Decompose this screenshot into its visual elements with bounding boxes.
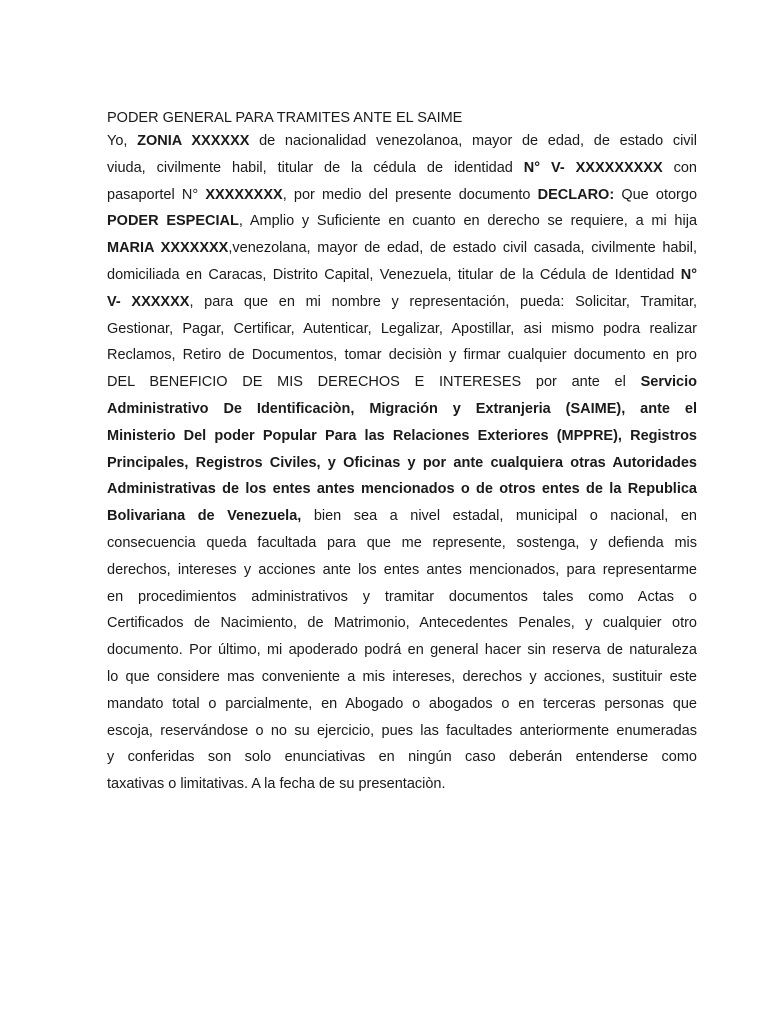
body-line — [107, 235, 697, 262]
body-line — [107, 342, 697, 369]
bold-text: Administrativas de los entes antes mencionados o de otros entes de la Republica — [107, 481, 697, 498]
body-line — [107, 208, 697, 235]
body-line — [107, 289, 697, 316]
text-run: ,venezolana, mayor de edad, de estado civil casada, civilmente habil, — [228, 240, 697, 257]
text-run: documento. Por último, mi apoderado podrá en general hacer sin reserva de naturaleza — [107, 642, 697, 659]
body-line — [107, 476, 697, 503]
text-run: en procedimientos administrativos y tramitar documentos tales como Actas o — [107, 588, 697, 605]
text-run: Yo, — [107, 133, 138, 149]
body-line — [107, 637, 697, 664]
bold-text: N° — [680, 266, 697, 283]
document-body — [107, 128, 697, 798]
body-line — [107, 155, 697, 182]
body-line — [107, 128, 697, 155]
body-line — [107, 718, 697, 745]
bold-text: DECLARO: — [537, 186, 615, 203]
text-run: mandato total o parcialmente, en Abogado o abogados o en terceras personas que — [107, 695, 697, 712]
text-run: viuda, civilmente habil, titular de la cédula de identidad — [107, 159, 524, 176]
text-run: con — [662, 159, 697, 176]
text-run: , por medio del presente documento — [282, 186, 538, 203]
body-line — [107, 396, 697, 423]
text-run: bien sea a nivel estadal, municipal o nacional, en — [301, 508, 697, 525]
bold-text: V- XXXXXX — [107, 293, 190, 310]
body-line — [107, 664, 697, 691]
body-line — [107, 369, 697, 396]
text-run: DEL BENEFICIO DE MIS DERECHOS E INTERESES por ante el — [107, 374, 641, 391]
body-line — [107, 557, 697, 584]
bold-text: Servicio — [640, 374, 697, 391]
text-run: derechos, intereses y acciones ante los entes antes mencionados, para representarme — [107, 561, 697, 578]
bold-text: Principales, Registros Civiles, y Oficinas y por ante cualquiera otras Autoridades — [107, 454, 697, 471]
body-line — [107, 744, 697, 771]
text-run: Certificados de Nacimiento, de Matrimonio, Antecedentes Penales, y cualquier otro — [107, 615, 697, 632]
body-line — [107, 262, 697, 289]
body-line — [107, 182, 697, 209]
bold-text: Administrativo De Identificaciòn, Migración y Extranjeria (SAIME), ante el — [107, 400, 697, 417]
text-run: Gestionar, Pagar, Certificar, Autenticar, Legalizar, Apostillar, asi mismo podra realizar — [107, 320, 697, 337]
text-run: Reclamos, Retiro de Documentos, tomar decisiòn y firmar cualquier documento en pro — [107, 347, 697, 364]
body-line — [107, 771, 697, 798]
bold-text: XXXXXXXX — [205, 186, 283, 203]
text-run: lo que considere mas conveniente a mis intereses, derechos y acciones, sustituir este — [107, 668, 697, 685]
bold-text: PODER ESPECIAL — [107, 213, 239, 230]
document-page — [107, 108, 697, 798]
text-run: domiciliada en Caracas, Distrito Capital, Venezuela, titular de la Cédula de Identidad — [107, 266, 681, 283]
text-run: Que otorgo — [614, 186, 698, 203]
document-title: PODER GENERAL PARA TRAMITES ANTE EL SAIME — [107, 110, 463, 126]
text-run: , Amplio y Suficiente en cuanto en derecho se requiere, a mi hija — [238, 213, 698, 230]
body-line — [107, 530, 697, 557]
body-line — [107, 691, 697, 718]
text-run: pasaportel N° — [107, 186, 206, 203]
body-line — [107, 584, 697, 611]
body-line — [107, 316, 697, 343]
body-line — [107, 423, 697, 450]
text-run: taxativas o limitativas. A la fecha de su presentaciòn. — [107, 776, 446, 793]
body-line — [107, 503, 697, 530]
bold-text: Ministerio Del poder Popular Para las Relaciones Exteriores (MPPRE), Registros — [107, 427, 697, 444]
bold-text: MARIA XXXXXXX — [107, 240, 229, 257]
text-run: y conferidas son solo enunciativas en ningún caso deberán entenderse como — [107, 749, 697, 766]
text-run: , para que en mi nombre y representación, pueda: Solicitar, Tramitar, — [189, 293, 697, 310]
body-line — [107, 450, 697, 477]
bold-text: N° V- XXXXXXXXX — [523, 159, 663, 176]
bold-text: Bolivariana de Venezuela, — [107, 508, 302, 525]
text-run: de nacionalidad venezolanoa, mayor de edad, de estado civil — [249, 133, 697, 149]
bold-text: ZONIA XXXXXX — [137, 133, 250, 149]
text-run: escoja, reservándose o no su ejercicio, pues las facultades anteriormente enumeradas — [107, 722, 697, 739]
body-line — [107, 610, 697, 637]
text-run: consecuencia queda facultada para que me represente, sostenga, y defienda mis — [107, 534, 697, 551]
